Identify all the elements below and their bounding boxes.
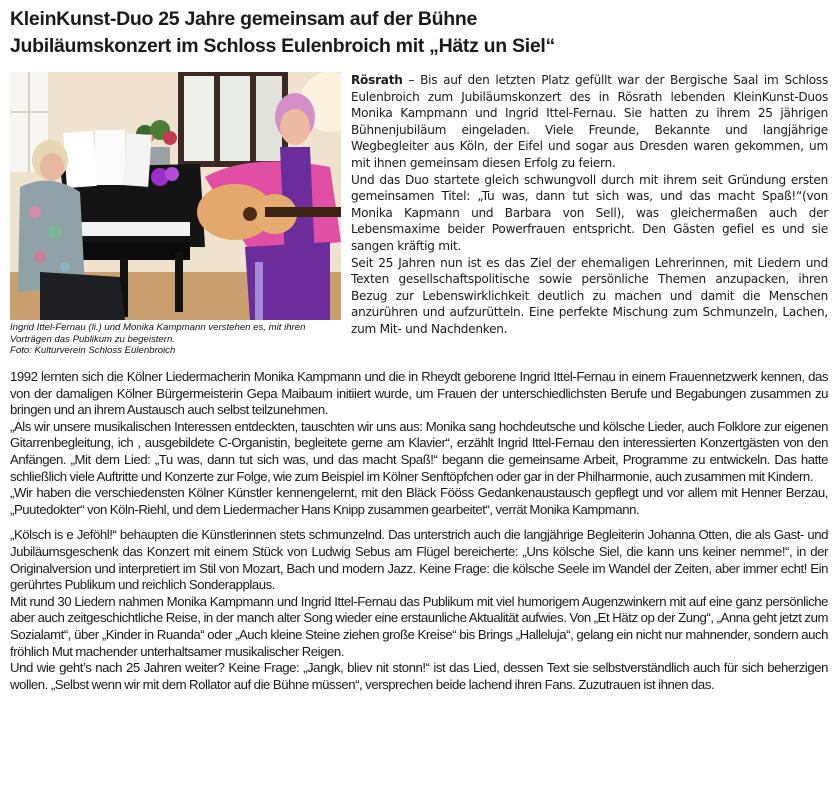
photo-illustration <box>10 72 341 320</box>
paragraph: Seit 25 Jahren nun ist es das Ziel der ehemaligen Lehrerinnen, mit Liedern und Texten gesellschaftspolitische sowie persönliche Themen anzupacken, ihren Bezug zur Lebenswirklichkeit deutlich zu machen und damit die Menschen anzurühren und aufzurütteln. Eine perfekte Mischung zum Schmunzeln, Lachen, zum Mit- und Nachdenken. <box>351 255 828 336</box>
headline-line-1: KleinKunst-Duo 25 Jahre gemeinsam auf der Bühne <box>10 8 478 30</box>
article-body-column <box>10 369 828 693</box>
caption-line-1: Ingrid Ittel-Fernau (li.) und Monika Kampmann verstehen es, mit ihren <box>10 322 306 333</box>
paragraph: Und das Duo startete gleich schwungvoll durch mit ihrem seit Gründung ersten gemeinsamen Titel: „Tu was, dann tut sich was, und das macht Spaß!“(von Monika Kapmann und Barbara von Sell), was gleichermaßen auch der Lebensmaxime beider Powerfrauen entspricht. Den Gästen gefiel es und sie sangen kräftig mit. <box>351 172 828 253</box>
photo-caption <box>10 322 345 357</box>
paragraph-intro <box>351 72 828 172</box>
paragraph: Mit rund 30 Liedern nahmen Monika Kampmann und Ingrid Ittel-Fernau das Publikum mit viel humorigem Augenzwinkern mit auf eine ganz persönliche aber auch zeitgeschichtliche Reise, in der manch alter Song wieder eine erstaunliche Aktualität aufwies. Von „Et Hätz op der Zung“, „Anna geht jetzt zum Sozialamt“, über „Kinder in Ruanda“ oder „Auch kleine Steine ziehen große Kreise“ bis Brings „Halleluja“, gelang ein nicht nur mahnender, sondern auch fröhlich Mut machender unterhaltsamer musikalischer Reigen. <box>10 593 828 659</box>
headline-line-2: Jubiläumskonzert im Schloss Eulenbroich mit „Hätz un Siel“ <box>10 35 555 57</box>
dateline: Rösrath <box>351 73 403 87</box>
paragraph: Und wie geht’s nach 25 Jahren weiter? Keine Frage: „Jangk, bliev nit stonn!“ ist das Lied, dessen Text sie selbstverständlich auch für sich beherzigen wollen. „Selbst wenn wir mit dem Rollator auf die Bühne müssen“, versprechen beide lachend ihren Fans. Zuzutrauen ist ihnen das. <box>10 660 828 692</box>
paragraph: „Kölsch is e Jeföhl!“ behaupten die Künstlerinnen stets schmunzelnd. Das unterstrich auch die langjährige Begleiterin Johanna Otten, die als Gast- und Jubiläumsgeschenk das Konzert mit einem Stück von Ludwig Sebus am Flügel bereicherte: „Uns kölsche Siel, die kann uns keiner nemme!“, in der Originalversion und interpretiert im Stil von Mozart, Bach und modern Jazz. Keine Frage: die kölsche Seele im Wandel der Zeiten, aber immer echt! Ein gerührtes Publikum und reichlich Sonderapplaus. <box>10 527 828 593</box>
paragraph: 1992 lernten sich die Kölner Liedermacherin Monika Kampmann und die in Rheydt geborene Ingrid Ittel-Fernau in einem Frauennetzwerk kennen, das von der damaligen Kölner Bürgermeisterin Gepa Maibaum initiiert wurde, um Frauen der unterschiedlichsten Berufe und Begabungen zusammen zu bringen und an ihrem Austausch auch selbst teilzunehmen. <box>10 369 828 418</box>
article-photo <box>10 72 341 320</box>
paragraph-intro-text: – Bis auf den letzten Platz gefüllt war der Bergische Saal im Schloss Eulenbroich zum Jubiläumskonzert des in Rösrath lebenden KleinKunst-Duos Monika Kampmann und Ingrid Ittel-Fernau. Sie hatten zu ihrem 25 jährigen Bühnenjubiläum eingeladen. Viele Freunde, Bekannte und langjährige Wegbegleiter aus Köln, der Eifel und sogar aus Dresden waren gekommen, um mit ihnen gemeinsam diesen Erfolg zu feiern. <box>351 73 828 170</box>
article-intro-column <box>351 72 828 338</box>
photo-credit: Foto: Kulturverein Schloss Eulenbroich <box>10 345 176 356</box>
paragraph: „Wir haben die verschiedensten Kölner Künstler kennengelernt, mit den Bläck Fööss Gedankenaustausch gepflegt und vor allem mit Henner Berzau, „Puutedokter“ von Köln-Riehl, und dem Liedermacher Hans Knipp zusammen gearbeitet“, verrät Monika Kampmann. <box>10 485 828 517</box>
headline <box>10 6 830 60</box>
caption-line-2: Vorträgen das Publikum zu begeistern. <box>10 333 175 345</box>
paragraph: „Als wir unsere musikalischen Interessen entdeckten, tauschten wir uns aus: Monika sang hochdeutsche und kölsche Lieder, auch Folklore zur eigenen Gitarrenbegleitung, ich , ausgebildete C-Organistin, begleitete gerne am Klavier“, erzählt Ingrid Ittel-Fernau den interessierten Konzertgästen von den Anfängen. „Mit dem Lied: „Tu was, dann tut sich was, und das macht Spaß!“ begann die gemeinsame Arbeit, Programme zu entwickeln. Das hatte schließlich viele Auftritte und Konzerte zur Folge, wie zum Beispiel im Kölner Senftöpfchen oder gar in der Philharmonie, auch zusammen mit Kindern. <box>10 418 828 484</box>
